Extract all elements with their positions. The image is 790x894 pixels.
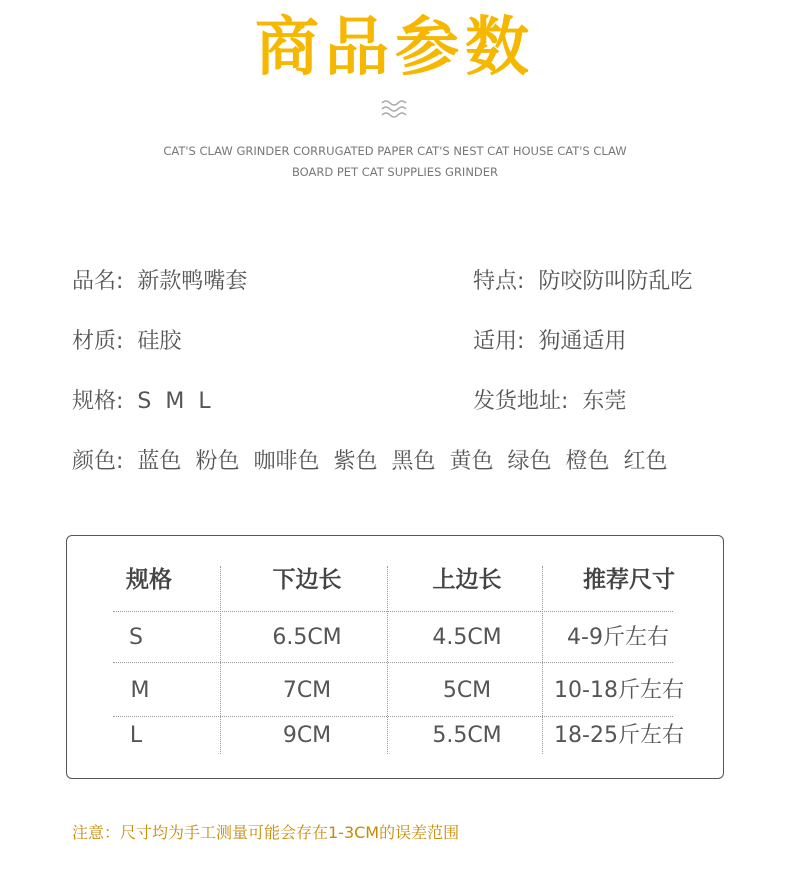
color-item: 粉色 xyxy=(195,449,240,474)
color-item: 蓝色 xyxy=(137,449,182,474)
table-cell-bottom: 9CM xyxy=(282,723,332,748)
table-cell-bottom: 7CM xyxy=(282,678,332,703)
table-header-recommended: 推荐尺寸 xyxy=(583,567,675,593)
param-name xyxy=(72,267,247,297)
color-item: 紫色 xyxy=(333,449,378,474)
param-feature xyxy=(473,267,692,297)
color-item: 绿色 xyxy=(507,449,552,474)
param-ship-value: 东莞 xyxy=(582,389,627,414)
param-name-value: 新款鸭嘴套 xyxy=(137,269,248,294)
color-item: 红色 xyxy=(623,449,668,474)
table-cell-recommend: 10-18斤左右 xyxy=(554,678,684,703)
measurement-note: 注意：尺寸均为手工测量可能会存在1-3CM的误差范围 xyxy=(72,823,460,842)
param-name-label: 品名: xyxy=(72,269,124,294)
subtitle-line-2: BOARD PET CAT SUPPLIES GRINDER xyxy=(291,165,499,179)
table-cell-recommend: 4-9斤左右 xyxy=(567,625,669,650)
param-material xyxy=(72,327,181,357)
color-item: 咖啡色 xyxy=(253,449,320,474)
color-item: 橙色 xyxy=(565,449,610,474)
table-header-size: 规格 xyxy=(126,567,172,593)
param-ship-label: 发货地址: xyxy=(473,389,569,414)
subtitle xyxy=(150,141,640,183)
table-cell-size: L xyxy=(129,723,143,748)
size-table xyxy=(66,535,724,779)
table-header-top-length: 上边长 xyxy=(432,567,502,593)
page-title: 商品参数 xyxy=(255,11,535,85)
table-cell-top: 5.5CM xyxy=(432,723,502,748)
param-material-value: 硅胶 xyxy=(137,329,182,354)
table-cell-top: 4.5CM xyxy=(432,625,502,650)
param-size-label: 规格: xyxy=(72,389,124,414)
color-item: 黄色 xyxy=(449,449,494,474)
row-divider xyxy=(113,716,673,717)
table-cell-bottom: 6.5CM xyxy=(272,625,342,650)
param-feature-value: 防咬防叫防乱吃 xyxy=(538,269,693,294)
param-ship xyxy=(473,387,626,417)
row-divider xyxy=(113,611,673,612)
param-color-label: 颜色: xyxy=(72,449,124,474)
row-divider xyxy=(113,662,673,663)
param-usage-label: 适用: xyxy=(473,329,525,354)
param-usage xyxy=(473,327,626,357)
color-item: 黑色 xyxy=(391,449,436,474)
subtitle-line-1: CAT'S CLAW GRINDER CORRUGATED PAPER CAT'S NEST CAT HOUSE CAT'S CLAW xyxy=(163,144,627,158)
column-divider xyxy=(220,566,221,754)
param-size-value: S M L xyxy=(137,389,211,414)
param-material-label: 材质: xyxy=(72,329,124,354)
wave-icon xyxy=(380,98,410,120)
param-usage-value: 狗通适用 xyxy=(538,329,627,354)
param-colors xyxy=(72,447,682,477)
param-feature-label: 特点: xyxy=(473,269,525,294)
table-cell-recommend: 18-25斤左右 xyxy=(554,723,684,748)
param-size xyxy=(72,387,211,417)
table-cell-size: S xyxy=(129,625,143,650)
table-header-bottom-length: 下边长 xyxy=(272,567,342,593)
table-cell-top: 5CM xyxy=(442,678,492,703)
table-cell-size: M xyxy=(130,678,150,703)
